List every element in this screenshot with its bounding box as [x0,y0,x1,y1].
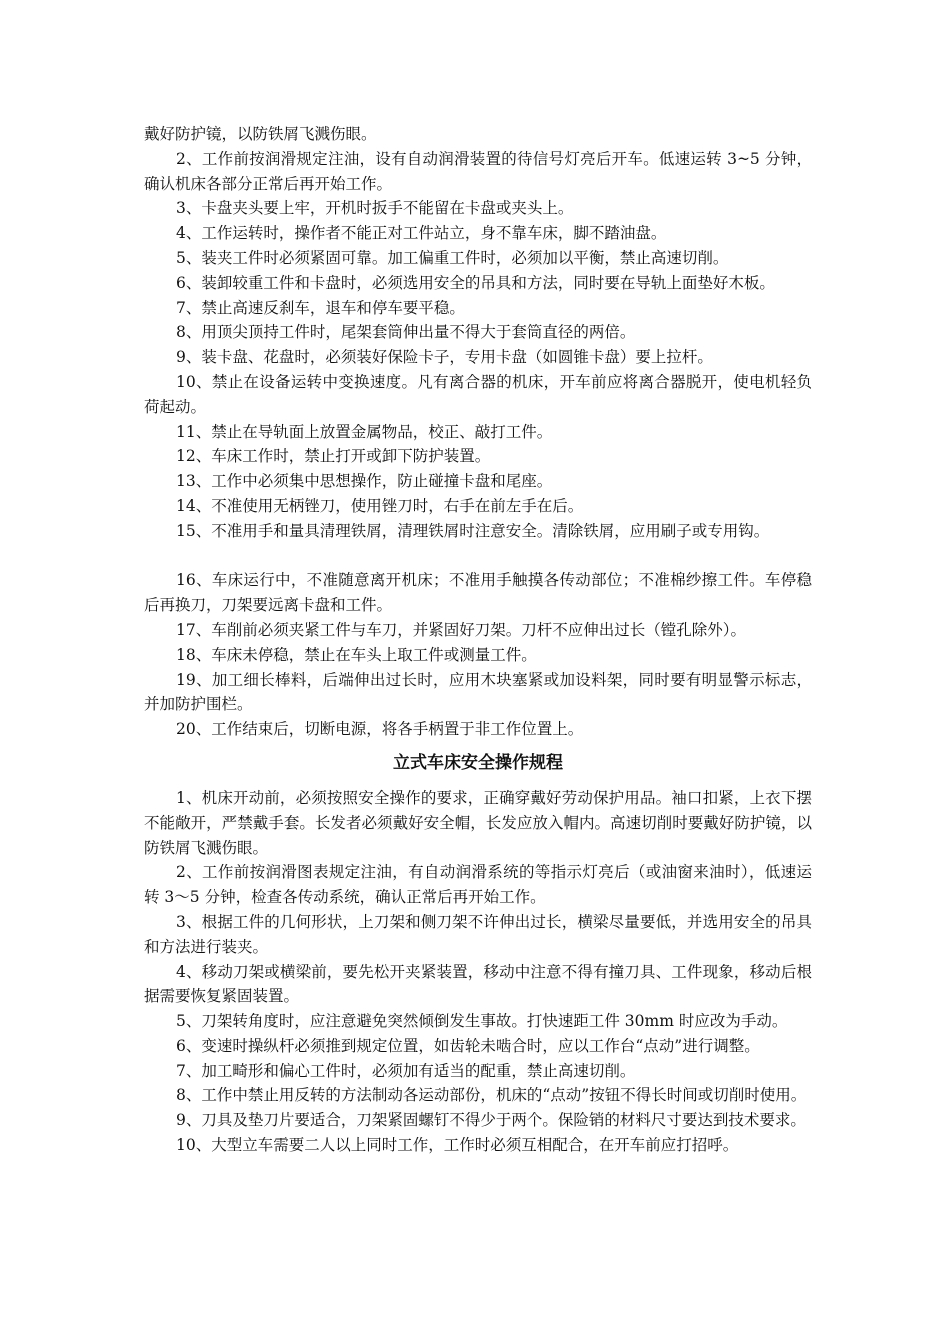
section-title: 立式车床安全操作规程 [393,752,563,773]
lathe-rule-10: 10、禁止在设备运转中变换速度。凡有离合器的机床，开车前应将离合器脱开，使电机轻负荷起动。 [144,372,812,416]
vertical-lathe-rule-5: 5、刀架转角度时，应注意避免突然倾倒发生事故。打快速距工件 30mm 时应改为手动。 [176,1012,788,1031]
lathe-rule-11: 11、禁止在导轨面上放置金属物品，校正、敲打工件。 [176,422,553,441]
vertical-lathe-rule-1: 1、机床开动前，必须按照安全操作的要求，正确穿戴好劳动保护用品。袖口扣紧，上衣下摆不能敞开，严禁戴手套。长发者必须戴好安全帽，长发应放入帽内。高速切削时要戴好防护镜，以防铁屑飞溅伤眼。 [144,788,812,857]
lathe-rule-16: 16、车床运行中，不准随意离开机床；不准用手触摸各传动部位；不准棉纱擦工件。车停稳后再换刀，刀架要远离卡盘和工件。 [144,571,812,615]
vertical-lathe-rule-8: 8、工作中禁止用反转的方法制动各运动部份，机床的“点动”按钮不得长时间或切削时使用。 [176,1086,807,1105]
lathe-rule-6: 6、装卸较重工件和卡盘时，必须选用安全的吊具和方法，同时要在导轨上面垫好木板。 [176,273,775,292]
vertical-lathe-rule-7: 7、加工畸形和偏心工件时，必须加有适当的配重，禁止高速切削。 [176,1061,636,1080]
lathe-rule-2: 2、工作前按润滑规定注油，设有自动润滑装置的待信号灯亮后开车。低速运转 3~5 分钟，确认机床各部分正常后再开始工作。 [144,149,812,193]
vertical-lathe-rule-2: 2、工作前按润滑图表规定注油，有自动润滑系统的等指示灯亮后（或油窗来油时），低速运转 3～5 分钟，检查各传动系统，确认正常后再开始工作。 [144,863,812,907]
lathe-rule-17: 17、车削前必须夹紧工件与车刀，并紧固好刀架。刀杆不应伸出过长（镗孔除外）。 [176,620,746,639]
vertical-lathe-rule-3: 3、根据工件的几何形状，上刀架和侧刀架不许伸出过长，横梁尽量要低，并选用安全的吊具和方法进行装夹。 [144,912,812,956]
lathe-rule-9: 9、装卡盘、花盘时，必须装好保险卡子，专用卡盘（如圆锥卡盘）要上拉杆。 [176,348,713,367]
lathe-rule-1-continuation: 戴好防护镜，以防铁屑飞溅伤眼。 [144,125,377,143]
lathe-rule-12: 12、车床工作时，禁止打开或卸下防护装置。 [176,447,491,466]
lathe-rule-19: 19、加工细长棒料，后端伸出过长时，应用木块塞紧或加设料架，同时要有明显警示标志，并加防护围栏。 [144,670,812,714]
lathe-rule-4: 4、工作运转时，操作者不能正对工件站立，身不靠车床，脚不踏油盘。 [176,224,667,243]
vertical-lathe-rule-6: 6、变速时操纵杆必须推到规定位置，如齿轮未啮合时，应以工作台“点动”进行调整。 [176,1036,760,1055]
lathe-rule-15: 15、不准用手和量具清理铁屑，清理铁屑时注意安全。清除铁屑，应用刷子或专用钩。 [176,521,770,540]
vertical-lathe-rule-9: 9、刀具及垫刀片要适合，刀架紧固螺钉不得少于两个。保险销的材料尺寸要达到技术要求。 [176,1111,806,1130]
vertical-lathe-rule-10: 10、大型立车需要二人以上同时工作，工作时必须互相配合，在开车前应打招呼。 [176,1136,739,1155]
lathe-rule-8: 8、用顶尖顶持工件时，尾架套筒伸出量不得大于套筒直径的两倍。 [176,323,636,342]
vertical-lathe-rule-4: 4、移动刀架或横梁前，要先松开夹紧装置，移动中注意不得有撞刀具、工件现象，移动后根据需要恢复紧固装置。 [144,962,812,1006]
lathe-rule-20: 20、工作结束后，切断电源，将各手柄置于非工作位置上。 [176,720,584,739]
lathe-rule-14: 14、不准使用无柄锉刀，使用锉刀时，右手在前左手在后。 [176,496,584,515]
lathe-rule-13: 13、工作中必须集中思想操作，防止碰撞卡盘和尾座。 [176,472,553,491]
lathe-rule-5: 5、装夹工件时必须紧固可靠。加工偏重工件时，必须加以平衡，禁止高速切削。 [176,248,729,267]
lathe-rule-7: 7、禁止高速反刹车，退车和停车要平稳。 [176,298,465,317]
lathe-rule-3: 3、卡盘夹头要上牢，开机时扳手不能留在卡盘或夹头上。 [176,199,574,218]
paragraph-gap [144,544,812,569]
text-body [144,122,812,1158]
lathe-rule-18: 18、车床未停稳，禁止在车头上取工件或测量工件。 [176,645,537,664]
